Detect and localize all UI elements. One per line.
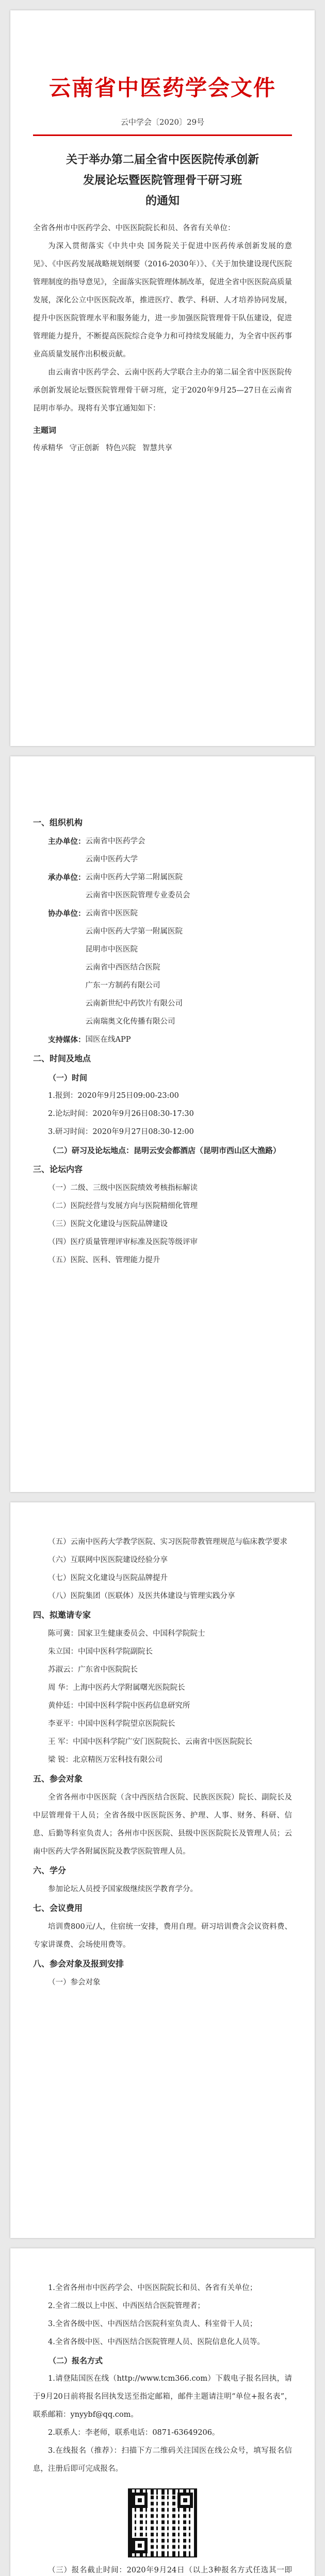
media-label: 支持媒体： bbox=[48, 1036, 86, 1044]
document-page-1 bbox=[10, 10, 315, 746]
time-item-2: 2.论坛时间：2020年9月26日08:30-17:30 bbox=[48, 1110, 194, 1118]
section-8-text: （一）参会对象 bbox=[48, 1978, 101, 1987]
content-item-1: （一）二级、三级中医医院绩效考核指标解读 bbox=[48, 1184, 198, 1192]
host-value-1: 云南省中医药学会 bbox=[85, 837, 145, 845]
section-3-title: 三、论坛内容 bbox=[33, 1164, 83, 1174]
host-label: 主办单位： bbox=[48, 837, 86, 846]
expert-6: 李亚平：中国中医科学院望京医院院长 bbox=[48, 1720, 175, 1728]
content-item-3: （三）医院文化建设与医院品牌建设 bbox=[48, 1220, 168, 1228]
intro-paragraph-2: 由云南省中医药学会、云南中医药大学联合主办的第二届全省中医医院传承创新发展论坛暨医院管理骨干研习班，定于2020年9月25—27日在云南省昆明市举办。现将有关事宜通知如下： bbox=[33, 368, 292, 413]
undertake-row bbox=[33, 869, 292, 887]
qr-finder-top-left bbox=[132, 2493, 148, 2508]
co-organizer-value-6: 云南新世纪中药饮片有限公司 bbox=[85, 999, 183, 1008]
co-organizer-value-5: 广东一方制药有限公司 bbox=[85, 981, 160, 990]
section-4-title: 四、拟邀请专家 bbox=[33, 1610, 91, 1620]
content-item-6: （五）云南中医药大学教学医院、实习医院带教管理规范与临床教学要求 bbox=[48, 1538, 287, 1546]
section-5-text: 全省各州市中医医院（含中西医结合医院、民族医医院）院长、副院长及中层管理骨干人员；全省各级中医医院医务、护理、人事、财务、科研、信息、后勤等科室负责人；各州市中医医院、县级中医医院院长及管理人员；云南中医药大学各附属医院及教学医院管理人员。 bbox=[33, 1793, 292, 1856]
time-item-3: 3.研习时间：2020年9月27日08:30-12:00 bbox=[48, 1128, 194, 1136]
media-row bbox=[33, 1031, 292, 1049]
co-organizer-value-1: 云南省中医医院 bbox=[85, 909, 138, 918]
undertake-value-1: 云南中医药大学第二附属医院 bbox=[85, 873, 183, 882]
section-7-text: 培训费800元/人，住宿统一安排，费用自理。研习培训费含会议资料费、专家讲课费、会场使用费等。 bbox=[33, 1923, 292, 1949]
document-page-3 bbox=[10, 1502, 315, 2238]
attendee-item-3: 3.全省各级中医、中西医结合医院科室负责人、科室骨干人员； bbox=[48, 2320, 257, 2328]
expert-1: 陈可冀：国家卫生健康委员会、中国科学院院士 bbox=[48, 1630, 205, 1638]
content-item-8: （七）医院文化建设与医院品牌提升 bbox=[48, 1574, 168, 1582]
expert-3: 苏淑云：广东省中医院院长 bbox=[48, 1666, 138, 1674]
expert-7: 王 军：中国中医科学院广安门医院院长、云南省中医医院院长 bbox=[48, 1738, 253, 1746]
co-organizer-value-3: 昆明市中医医院 bbox=[85, 945, 138, 954]
expert-5: 黄仲廷：中国中医科学院中医药信息研究所 bbox=[48, 1702, 190, 1710]
keywords-label: 主题词 bbox=[33, 426, 57, 435]
undertake-label: 承办单位： bbox=[48, 873, 86, 882]
header-divider bbox=[33, 134, 292, 136]
content-item-2: （二）医院经营与发展方向与医院精细化管理 bbox=[48, 1202, 198, 1210]
keywords-text: 传承精华 守正创新 特色兴院 智慧共享 bbox=[33, 444, 172, 452]
co-organizer-value-2: 云南中医药大学第一附属医院 bbox=[85, 927, 183, 936]
content-item-5: （五）医院、医科、管理能力提升 bbox=[48, 1256, 160, 1264]
registration-item-1: 1.请登陆国医在线（http://www.tcm366.com）下载电子报名回执，请于9月20日前将报名回执发送至指定邮箱，邮件主题请注明“单位+报名表”，联系邮箱：ynyybf@qq.com。 bbox=[33, 2375, 292, 2419]
section-7-title: 七、会议费用 bbox=[33, 1903, 83, 1913]
expert-8: 梁 锐：北京精医万宏科技有限公司 bbox=[48, 1756, 163, 1764]
qr-finder-bottom-left bbox=[132, 2538, 148, 2553]
registration-item-2: 2.联系人：李老师，联系电话：0871-63649206。 bbox=[48, 2429, 220, 2437]
salutation: 全省各州市中医药学会、中医医院院长和员、各省有关单位： bbox=[33, 224, 235, 232]
expert-4: 周 华：上海中医药大学附属曙光医院院长 bbox=[48, 1684, 185, 1692]
section-8-title: 八、参会对象及报到安排 bbox=[33, 1959, 124, 1969]
intro-paragraph-1: 为深入贯彻落实《中共中央 国务院关于促进中医药传承创新发展的意见》、《中医药发展战略规划纲要（2016-2030年）》、《关于加快建设现代医院管理制度的指导意见》，全面落实医院管理体制改革，促进全省中医医院高质量发展，深化公立中医医院改革，推进医疗、教学、科研、人才培养协同发展，提升中医医院管理水平和服务能力，进一步加强医院管理骨干队伍建设，促进管理能力提升，不断提高医院综合竞争力和可持续发展能力，为全省中医药事业高质量发展作出积极贡献。 bbox=[33, 242, 292, 359]
media-value: 国医在线APP bbox=[85, 1036, 131, 1044]
document-page-2 bbox=[10, 756, 315, 1492]
registration-subtitle: （二）报名方式 bbox=[48, 2356, 103, 2365]
section-2-title: 二、时间及地点 bbox=[33, 1054, 91, 1063]
section-5-title: 五、参会对象 bbox=[33, 1774, 83, 1784]
time-item-1: 1.报到：2020年9月25日09:00-23:00 bbox=[48, 1092, 179, 1100]
venue-subtitle: （二）研习及论坛地点：昆明云安会都酒店（昆明市西山区大渔路） bbox=[48, 1146, 281, 1155]
co-organizer-label: 协办单位： bbox=[48, 909, 86, 918]
host-value-2: 云南中医药大学 bbox=[85, 855, 138, 863]
qr-finder-top-right bbox=[177, 2493, 193, 2508]
attendee-item-1: 1.全省各州市中医药学会、中医医院院长和员、各省有关单位； bbox=[48, 2284, 257, 2292]
notice-title-line-1: 关于举办第二届全省中医医院传承创新 bbox=[66, 153, 259, 166]
notice-title bbox=[33, 149, 292, 211]
content-item-7: （六）互联网中医医院建设经验分享 bbox=[48, 1556, 168, 1564]
document-page-4 bbox=[10, 2248, 315, 2576]
section-6-title: 六、学分 bbox=[33, 1866, 67, 1875]
content-item-9: （八）医院集团（医联体）及医共体建设与管理实践分享 bbox=[48, 1592, 235, 1600]
document-number: 云中学会〔2020〕29号 bbox=[120, 117, 205, 127]
attendee-item-2: 2.全省二级以上中医、中西医结合医院管理者； bbox=[48, 2302, 205, 2310]
section-1-title: 一、组织机构 bbox=[33, 818, 83, 827]
registration-item-3: 3.在线报名（推荐）：扫描下方二维码关注国医在线公众号，填写报名信息，注册后即可完成报名。 bbox=[33, 2447, 292, 2473]
co-organizer-value-7: 云南瑞奥文化传播有限公司 bbox=[85, 1018, 175, 1026]
registration-deadline: （三）报名截止时间：2020年9月24日（以上3种报名方式任选其一即 bbox=[48, 2566, 292, 2574]
host-row-1 bbox=[33, 833, 292, 851]
section-6-text: 参加论坛人员授予国家级继续医学教育学分。 bbox=[48, 1885, 198, 1893]
co-organizer-value-4: 云南省中西医结合医院 bbox=[85, 963, 160, 972]
registration-qr-code[interactable] bbox=[128, 2488, 197, 2557]
time-subtitle: （一）时间 bbox=[48, 1073, 88, 1082]
document-header-title: 云南省中医药学会文件 bbox=[48, 75, 276, 100]
expert-2: 朱立国：中国中医科学院副院长 bbox=[48, 1648, 153, 1656]
notice-title-line-2: 发展论坛暨医院管理骨干研习班 bbox=[83, 174, 242, 187]
attendee-item-4: 4.全省各级中医、中西医结合医院管理人员、医院信息化人员等。 bbox=[48, 2338, 265, 2346]
co-organizer-row bbox=[33, 905, 292, 923]
notice-title-line-3: 的通知 bbox=[145, 194, 180, 208]
undertake-value-2: 云南省中医医院管理专业委员会 bbox=[85, 891, 190, 900]
content-item-4: （四）医疗质量管理评审标准及医院等级评审 bbox=[48, 1238, 198, 1246]
